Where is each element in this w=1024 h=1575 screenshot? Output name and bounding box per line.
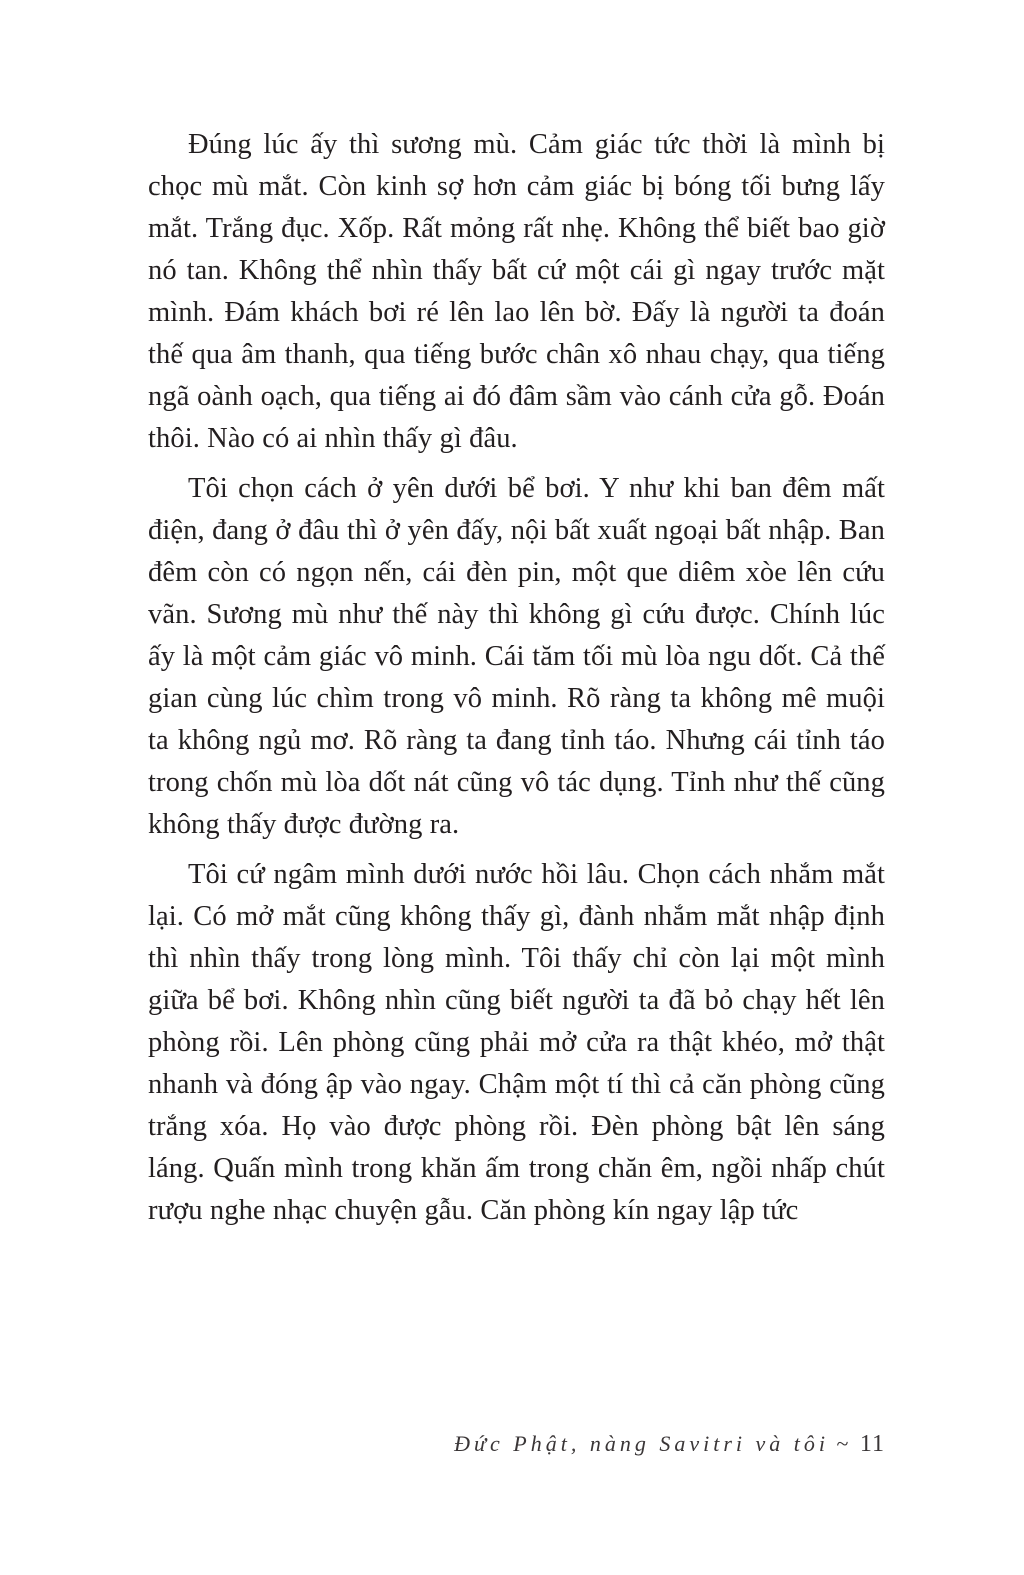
page-body [148,124,885,1240]
paragraph-3: Tôi cứ ngâm mình dưới nước hồi lâu. Chọn cách nhắm mắt lại. Có mở mắt cũng không thấy gì, đành nhắm mắt nhập định thì nhìn thấy trong lòng mình. Tôi thấy chỉ còn lại một mình giữa bể bơi. Không nhìn cũng biết người ta đã bỏ chạy hết lên phòng rồi. Lên phòng cũng phải mở cửa ra thật khéo, mở thật nhanh và đóng ập vào ngay. Chậm một tí thì cả căn phòng cũng trắng xóa. Họ vào được phòng rồi. Đèn phòng bật lên sáng láng. Quấn mình trong khăn ấm trong chăn êm, ngồi nhấp chút rượu nghe nhạc chuyện gẫu. Căn phòng kín ngay lập tức [148,859,885,1226]
paragraph-1: Đúng lúc ấy thì sương mù. Cảm giác tức thời là mình bị chọc mù mắt. Còn kinh sợ hơn cảm giác bị bóng tối bưng lấy mắt. Trắng đục. Xốp. Rất mỏng rất nhẹ. Không thể biết bao giờ nó tan. Không thể nhìn thấy bất cứ một cái gì ngay trước mặt mình. Đám khách bơi ré lên lao lên bờ. Đấy là người ta đoán thế qua âm thanh, qua tiếng bước chân xô nhau chạy, qua tiếng ngã oành oạch, qua tiếng ai đó đâm sầm vào cánh cửa gỗ. Đoán thôi. Nào có ai nhìn thấy gì đâu. [148,129,885,454]
book-title: Đức Phật, nàng Savitri và tôi [454,1431,829,1456]
running-footer [454,1424,885,1464]
tilde-ornament-icon: ~ [836,1431,849,1456]
paragraph-2: Tôi chọn cách ở yên dưới bể bơi. Y như khi ban đêm mất điện, đang ở đâu thì ở yên đấy, nội bất xuất ngoại bất nhập. Ban đêm còn có ngọn nến, cái đèn pin, một que diêm xòe lên cứu vãn. Sương mù như thế này thì không gì cứu được. Chính lúc ấy là một cảm giác vô minh. Cái tăm tối mù lòa ngu dốt. Cả thế gian cùng lúc chìm trong vô minh. Rõ ràng ta không mê muội ta không ngủ mơ. Rõ ràng ta đang tỉnh táo. Nhưng cái tỉnh táo trong chốn mù lòa dốt nát cũng vô tác dụng. Tỉnh như thế cũng không thấy được đường ra. [148,473,885,840]
page-number: 11 [859,1431,885,1457]
